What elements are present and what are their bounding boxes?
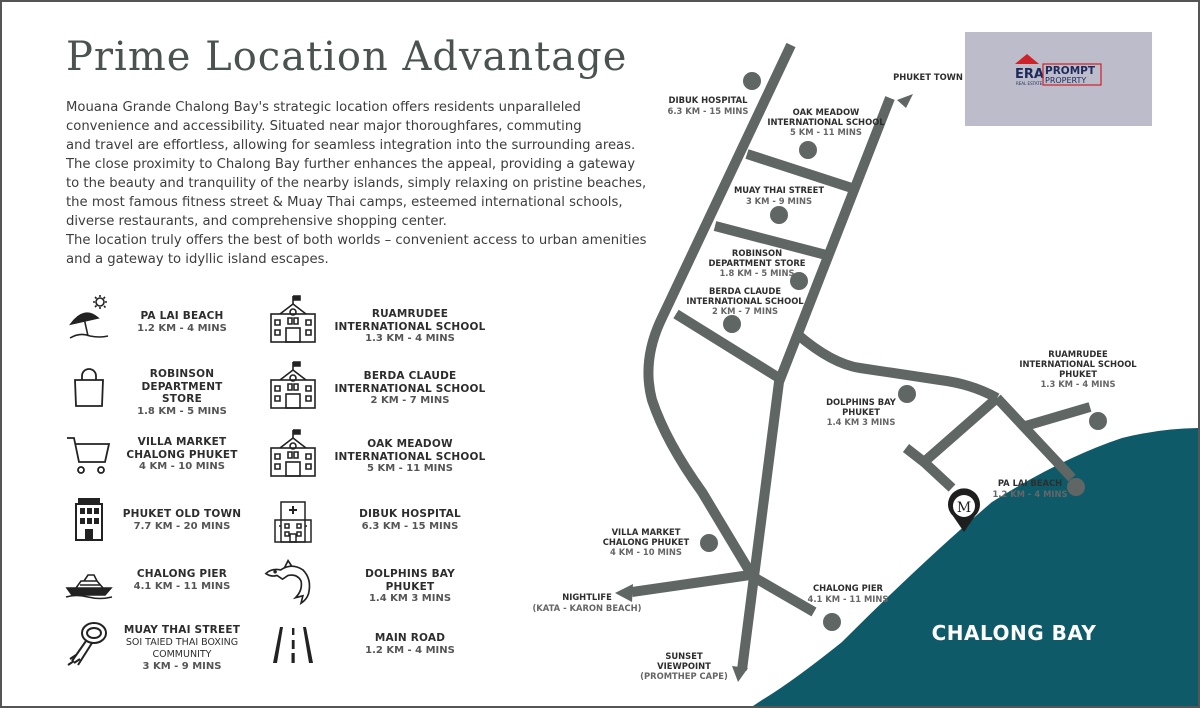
logo-prompt: PROMPT xyxy=(1045,65,1096,77)
intro-line: and travel are effortless, allowing for seamless integration into the surrounding areas. xyxy=(66,138,636,153)
bay-label: CHALONG BAY xyxy=(931,621,1097,645)
map-label-line: MUAY THAI STREET xyxy=(733,185,825,195)
map-label-line: VIEWPOINT xyxy=(657,661,711,671)
map-label-line: PHUKET xyxy=(842,407,880,417)
road-to-ruamrudee xyxy=(1022,407,1090,427)
map-label-detail: 1.3 KM - 4 MINS xyxy=(1040,379,1116,389)
road-to-palai xyxy=(997,398,1072,478)
amenity-subtitle: SOI TAIED THAI BOXING xyxy=(125,636,239,648)
poi-dot-muay-thai xyxy=(770,206,788,224)
intro-line: and a gateway to idyllic island escapes. xyxy=(66,252,329,267)
arrow-sunset-icon xyxy=(732,666,748,682)
era-prompt-logo xyxy=(965,32,1152,126)
map-label-detail: 1.4 KM 3 MINS xyxy=(826,417,896,427)
map-label-villa-market xyxy=(603,527,690,557)
amenity-distance: 1.8 KM - 5 MINS xyxy=(137,405,227,417)
intro-line: Mouana Grande Chalong Bay's strategic location offers residents unparalleled xyxy=(66,100,581,115)
poi-dot-villa-market xyxy=(700,534,718,552)
poi-dot-dibuk xyxy=(743,72,761,90)
amenity-distance: 4 KM - 10 MINS xyxy=(139,461,225,472)
road-to-nightlife xyxy=(632,575,814,612)
amenity-distance: 3 KM - 9 MINS xyxy=(142,660,222,672)
map-label-sunset xyxy=(640,651,728,681)
amenity-name: DIBUK HOSPITAL xyxy=(359,508,461,520)
amenity-name: INTERNATIONAL SCHOOL xyxy=(334,382,486,395)
amenity-name: BERDA CLAUDE xyxy=(363,370,457,382)
map-label-ruamrudee xyxy=(1019,349,1137,389)
map-label-line: PHUKET xyxy=(1059,369,1097,379)
amenity-name: PHUKET xyxy=(385,580,435,593)
map-label-oak-meadow xyxy=(767,107,885,137)
map-label-detail: 3 KM - 9 MINS xyxy=(745,196,813,206)
chalong-bay-water xyxy=(750,428,1200,708)
amenity-distance: 1.3 KM - 4 MINS xyxy=(365,333,455,344)
map-label-detail: (PROMTHEP CAPE) xyxy=(640,671,728,681)
intro-line: the most famous fitness street & Muay Thai camps, esteemed international schools, xyxy=(66,195,623,210)
map-label-muay-thai xyxy=(734,185,824,206)
logo-property: PROPERTY xyxy=(1045,76,1087,85)
arrow-nightlife-icon xyxy=(615,584,633,602)
poi-dot-dolphins xyxy=(898,385,916,403)
map-label-line: BERDA CLAUDE xyxy=(708,286,782,296)
arrow-phuket-town-icon xyxy=(897,94,913,108)
amenity-distance: 2 KM - 7 MINS xyxy=(370,395,450,406)
map-label-detail: 1.2 KM - 4 MINS xyxy=(992,489,1068,499)
road-to-project xyxy=(906,398,997,462)
amenity-name: MAIN ROAD xyxy=(374,632,446,644)
intro-line: to the beauty and tranquility of the nearby islands, simply relaxing on pristine beaches, xyxy=(66,176,647,191)
map-label-detail: 4.1 KM - 11 MINS xyxy=(807,594,889,604)
amenity-distance: 1.4 KM 3 MINS xyxy=(368,593,452,604)
map-label-line: VILLA MARKET xyxy=(611,527,681,537)
map-label-palai xyxy=(992,478,1067,499)
page-title: Prime Location Advantage xyxy=(66,34,628,80)
amenity-name: RUAMRUDEE xyxy=(371,308,449,320)
amenity-name: ROBINSON xyxy=(149,368,215,380)
map-label-line: RUAMRUDEE xyxy=(1048,349,1108,359)
map-label-line: DOLPHINS BAY xyxy=(826,397,896,407)
road-to-dolphins xyxy=(797,334,997,398)
intro-line: diverse restaurants, and comprehensive shopping center. xyxy=(66,214,447,229)
amenity-name: INTERNATIONAL SCHOOL xyxy=(334,450,486,463)
map-label-line: OAK MEADOW xyxy=(792,107,860,117)
map-label-line: SUNSET xyxy=(665,651,703,661)
map-label-line: DEPARTMENT STORE xyxy=(708,258,806,268)
map-label-detail: (KATA - KARON BEACH) xyxy=(532,603,642,613)
amenity-distance: 4.1 KM - 11 MINS xyxy=(133,580,231,592)
intro-line: The close proximity to Chalong Bay further enhances the appeal, providing a gateway xyxy=(66,157,635,172)
poi-dot-oak-meadow xyxy=(799,141,817,159)
logo-house-icon xyxy=(1015,54,1039,64)
amenity-name: VILLA MARKET xyxy=(137,436,227,448)
amenity-distance: 6.3 KM - 15 MINS xyxy=(361,520,459,532)
amenity-name: DEPARTMENT STORE xyxy=(141,380,223,405)
map-label-line: INTERNATIONAL SCHOOL xyxy=(1019,359,1137,369)
map-label-line: CHALONG PHUKET xyxy=(602,537,690,547)
amenity-distance: 5 KM - 11 MINS xyxy=(367,463,453,474)
poi-dot-chalong-pier xyxy=(823,613,841,631)
poi-dot-berda-claude xyxy=(723,315,741,333)
road-spur xyxy=(924,462,952,488)
map-label-detail: 2 KM - 7 MINS xyxy=(711,306,779,316)
map-label-line: DIBUK HOSPITAL xyxy=(668,95,748,105)
marker-letter: M xyxy=(956,500,972,516)
poi-dot-palai xyxy=(1067,478,1085,496)
map-label-line: INTERNATIONAL SCHOOL xyxy=(686,296,804,306)
amenity-name: OAK MEADOW xyxy=(367,438,453,450)
map-label-line: ROBINSON xyxy=(731,248,783,258)
amenity-distance: 1.2 KM - 4 MINS xyxy=(365,644,455,656)
map-label-dibuk xyxy=(668,95,749,116)
logo-era: ERA xyxy=(1015,67,1044,82)
amenity-name: PA LAI BEACH xyxy=(140,310,224,322)
map-label-detail: 5 KM - 11 MINS xyxy=(790,127,862,137)
amenity-name: CHALONG PIER xyxy=(136,568,228,580)
map-label-detail: 1.8 KM - 5 MINS xyxy=(719,268,795,278)
amenity-name: PHUKET OLD TOWN xyxy=(122,508,242,520)
logo-tag: REAL ESTATE xyxy=(1016,81,1043,86)
map-label-line: INTERNATIONAL SCHOOL xyxy=(767,117,885,127)
map-label-phuket-town xyxy=(893,72,963,82)
map-label-robinson xyxy=(708,248,805,278)
map-label-line: PA LAI BEACH xyxy=(997,478,1063,488)
map-label-line: NIGHTLIFE xyxy=(562,592,612,602)
map-label-line: CHALONG PIER xyxy=(812,583,884,593)
map-label-berda-claude xyxy=(686,286,804,316)
amenity-subtitle: COMMUNITY xyxy=(152,648,212,660)
intro-line: The location truly offers the best of both worlds – convenient access to urban amenities xyxy=(66,233,647,248)
map-label-line: PHUKET TOWN xyxy=(893,72,963,82)
amenity-name: INTERNATIONAL SCHOOL xyxy=(334,320,486,333)
poi-dot-ruamrudee xyxy=(1089,412,1107,430)
amenity-name: DOLPHINS BAY xyxy=(365,568,455,580)
intro-line: convenience and accessibility. Situated near major thoroughfares, commuting xyxy=(66,119,582,134)
amenity-distance: 7.7 KM - 20 MINS xyxy=(133,520,231,532)
amenity-name: MUAY THAI STREET xyxy=(123,624,241,636)
map-label-detail: 6.3 KM - 15 MINS xyxy=(667,106,749,116)
map-label-detail: 4 KM - 10 MINS xyxy=(610,547,682,557)
map-label-dolphins xyxy=(826,397,897,427)
map-label-chalong-pier xyxy=(808,583,889,604)
amenity-name: CHALONG PHUKET xyxy=(126,448,238,461)
amenity-distance: 1.2 KM - 4 MINS xyxy=(137,322,227,334)
